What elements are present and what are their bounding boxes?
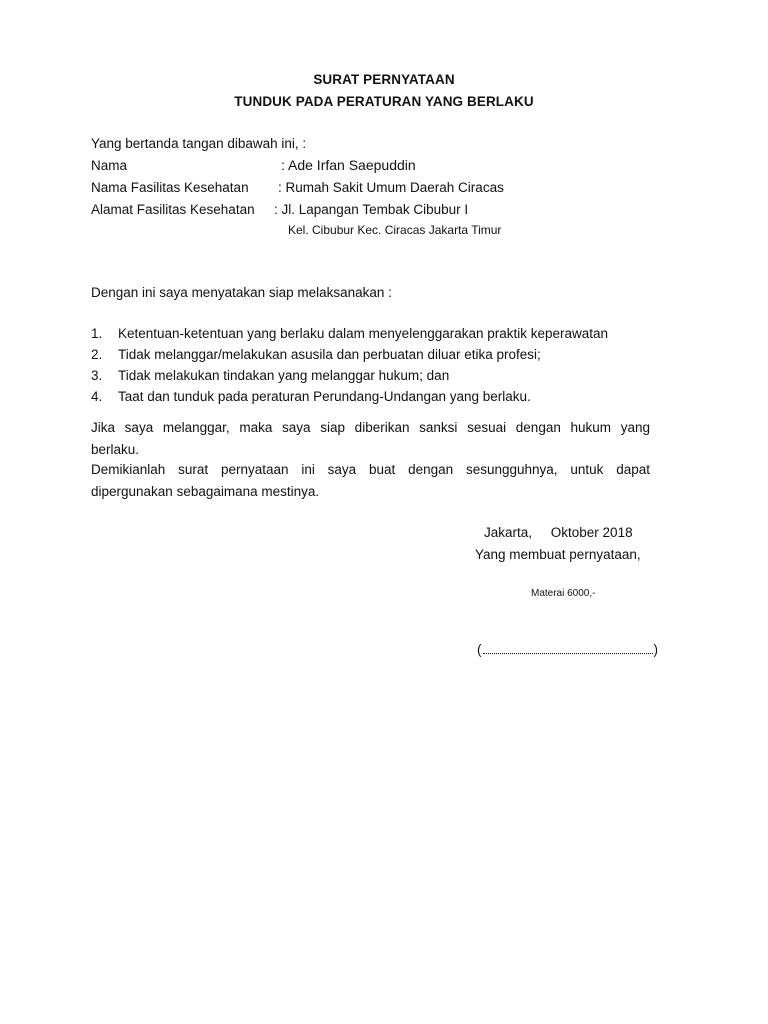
address-line-2: Kel. Cibubur Kec. Ciracas Jakarta Timur — [288, 223, 502, 237]
statement-intro: Dengan ini saya menyatakan siap melaksanakan : — [91, 285, 392, 300]
closing-line-1: Demikianlah surat pernyataan ini saya buat dengan sesungguhnya, untuk dapat — [91, 462, 650, 477]
closing-line-2: dipergunakan sebagaimana mestinya. — [91, 484, 320, 499]
facility-value: : Rumah Sakit Umum Daerah Ciracas — [278, 180, 504, 195]
sanction-line-2: berlaku. — [91, 442, 140, 457]
identity-intro: Yang bertanda tangan dibawah ini, : — [91, 136, 307, 151]
open-paren: ( — [477, 642, 482, 657]
facility-label: Nama Fasilitas Kesehatan — [91, 180, 249, 195]
document-title: SURAT PERNYATAAN — [313, 72, 455, 87]
list-item-text: Tidak melakukan tindakan yang melanggar hukum; dan — [118, 368, 450, 383]
list-item-number: 2. — [91, 347, 103, 362]
list-item-number: 1. — [91, 326, 103, 341]
sanction-line-1: Jika saya melanggar, maka saya siap diberikan sanksi sesuai dengan hukum yang — [91, 420, 650, 435]
stamp-label: Materai 6000,- — [531, 588, 596, 599]
close-paren: ) — [653, 642, 658, 657]
list-item-text: Taat dan tunduk pada peraturan Perundang-Undangan yang berlaku. — [118, 389, 531, 404]
list-item-text: Tidak melanggar/melakukan asusila dan perbuatan diluar etika profesi; — [118, 347, 541, 362]
name-value: : Ade Irfan Saepuddin — [281, 157, 416, 173]
list-item-text: Ketentuan-ketentuan yang berlaku dalam menyelenggarakan praktik keperawatan — [118, 326, 609, 341]
list-item-number: 4. — [91, 389, 103, 404]
name-label: Nama — [91, 158, 128, 173]
list-item-number: 3. — [91, 368, 103, 383]
signature-line — [477, 642, 658, 657]
place-date: Jakarta, Oktober 2018 — [484, 525, 633, 540]
address-value: : Jl. Lapangan Tembak Cibubur I — [274, 202, 469, 217]
signature-maker: Yang membuat pernyataan, — [475, 547, 641, 562]
address-label: Alamat Fasilitas Kesehatan — [91, 202, 255, 217]
document-subtitle: TUNDUK PADA PERATURAN YANG BERLAKU — [234, 94, 534, 109]
signature-dotted-line — [483, 643, 653, 654]
